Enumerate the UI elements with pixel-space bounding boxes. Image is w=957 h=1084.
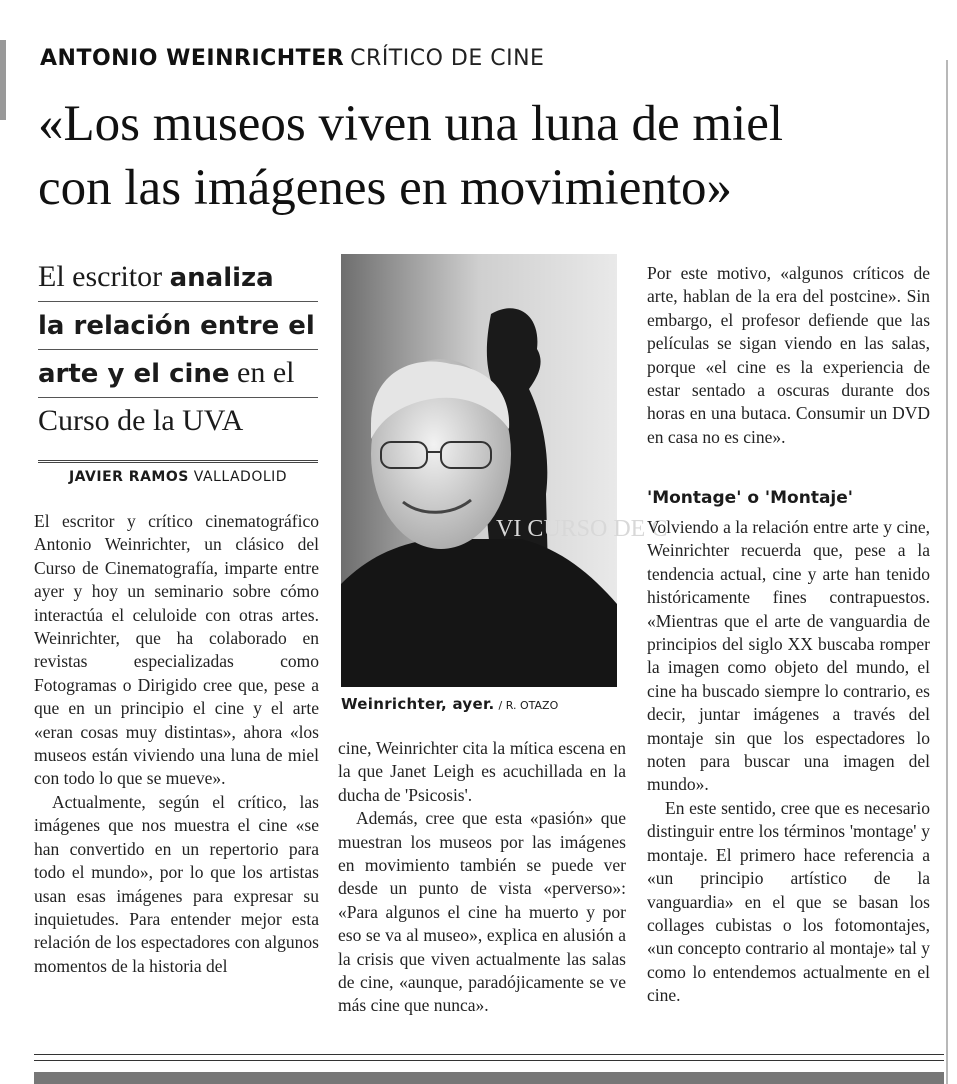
subtitle-text: Curso de la UVA [38,404,244,437]
paragraph: Además, cree que esta «pasión» que muestran los museos por las imágenes en movimiento también se puede ver desde un punto de vista «perverso»: «Para algunos el cine ha muerto y por eso se va al museo», explica en alusión a la crisis que viven actualmente las salas de cine, «aunque, paradójicamente se ve más cine que nunca». [338,808,626,1016]
article-column-2 [338,737,626,1018]
bottom-band [34,1072,944,1084]
subtitle-line-2 [38,302,318,350]
headline-line-2: con las imágenes en movimiento» [38,160,733,216]
article-column-3-top [647,262,930,449]
subtitle-text: El escritor [38,260,170,293]
subtitle-line-4 [38,398,318,443]
photo-caption [341,695,558,713]
bottom-rule [34,1054,944,1055]
caption-text: Weinrichter, ayer. [341,695,495,713]
byline-place: VALLADOLID [193,469,288,485]
paragraph: El escritor y crítico cinematográfico Antonio Weinrichter, un clásico del Curso de Cinematografía, imparte entre ayer y hoy un seminario sobre cómo interactúa el celuloide con otras artes. Weinrichter, que ha colaborado en revistas especializadas como Fotogramas o Dirigido cree que, pese a que en un principio el cine y el arte «eran cosas muy distintas», ahora «los museos están viviendo una luna de miel con todo lo que se mueve». [34,511,319,789]
photo-credit: / R. OTAZO [498,699,559,712]
byline [38,460,318,485]
article-column-3-bottom [647,516,930,1008]
headline-line-1: «Los museos viven una luna de miel [38,96,784,152]
subtitle-bold: analiza [169,263,274,293]
banner-text: VI CURSO DE C [496,516,668,542]
paragraph: Actualmente, según el crítico, las imágenes que nos muestra el cine «se han convertido en un repertorio para todo el mundo», por lo que los artistas usan esas imágenes para expresar su inquietudes. Para entender mejor esta relación de los espectadores con algunos momentos de la historia del [34,791,319,976]
subtitle [38,254,318,443]
kicker [40,46,544,71]
paragraph: En este sentido, cree que es necesario distinguir entre los términos 'montage' y montaje. El primero hace referencia a «un principio artístico de la vanguardia» en el que se basan los collages cubistas o los fotomontajes, «un concepto contrario al montaje» tal y como lo entendemos actualmente en el cine. [647,797,930,1006]
article-column-1 [34,510,319,978]
kicker-role: CRÍTICO DE CINE [350,46,545,71]
subtitle-bold: arte y el cine [38,359,230,389]
scan-edge [0,40,6,120]
subtitle-text: en el [229,356,295,389]
photo [341,254,668,687]
bottom-rule [34,1060,944,1061]
byline-author: JAVIER RAMOS [68,469,189,485]
subtitle-bold: la relación entre el [38,311,315,341]
paragraph: Por este motivo, «algunos críticos de arte, hablan de la era del postcine». Sin embargo, el profesor defiende que las películas se sigan viendo en las salas, porque «el cine es la experiencia de estar sentado a oscuras durante dos horas en una butaca. Consumir un DVD en casa no es cine». [647,263,930,447]
subtitle-line-1 [38,254,318,302]
headline [38,92,938,220]
section-subhead: 'Montage' o 'Montaje' [647,488,853,508]
kicker-name: ANTONIO WEINRICHTER [40,46,345,71]
paragraph: Volviendo a la relación entre arte y cine, Weinrichter recuerda que, pese a la tendencia actual, cine y arte han tenido históricamente fines contrapuestos. «Mientras que el arte de vanguardia de principios del siglo XX buscaba romper la imagen como objeto del mundo, el cine ha buscado siempre lo contrario, es decir, juntar imágenes a través del montaje sin que los espectadores lo noten para buscar una imagen del mundo». [647,517,930,795]
subtitle-line-3 [38,350,318,398]
scan-edge-right [946,60,948,1084]
paragraph: cine, Weinrichter cita la mítica escena en la que Janet Leigh es acuchillada en la ducha de 'Psicosis'. [338,738,626,805]
photo-image [341,254,668,687]
